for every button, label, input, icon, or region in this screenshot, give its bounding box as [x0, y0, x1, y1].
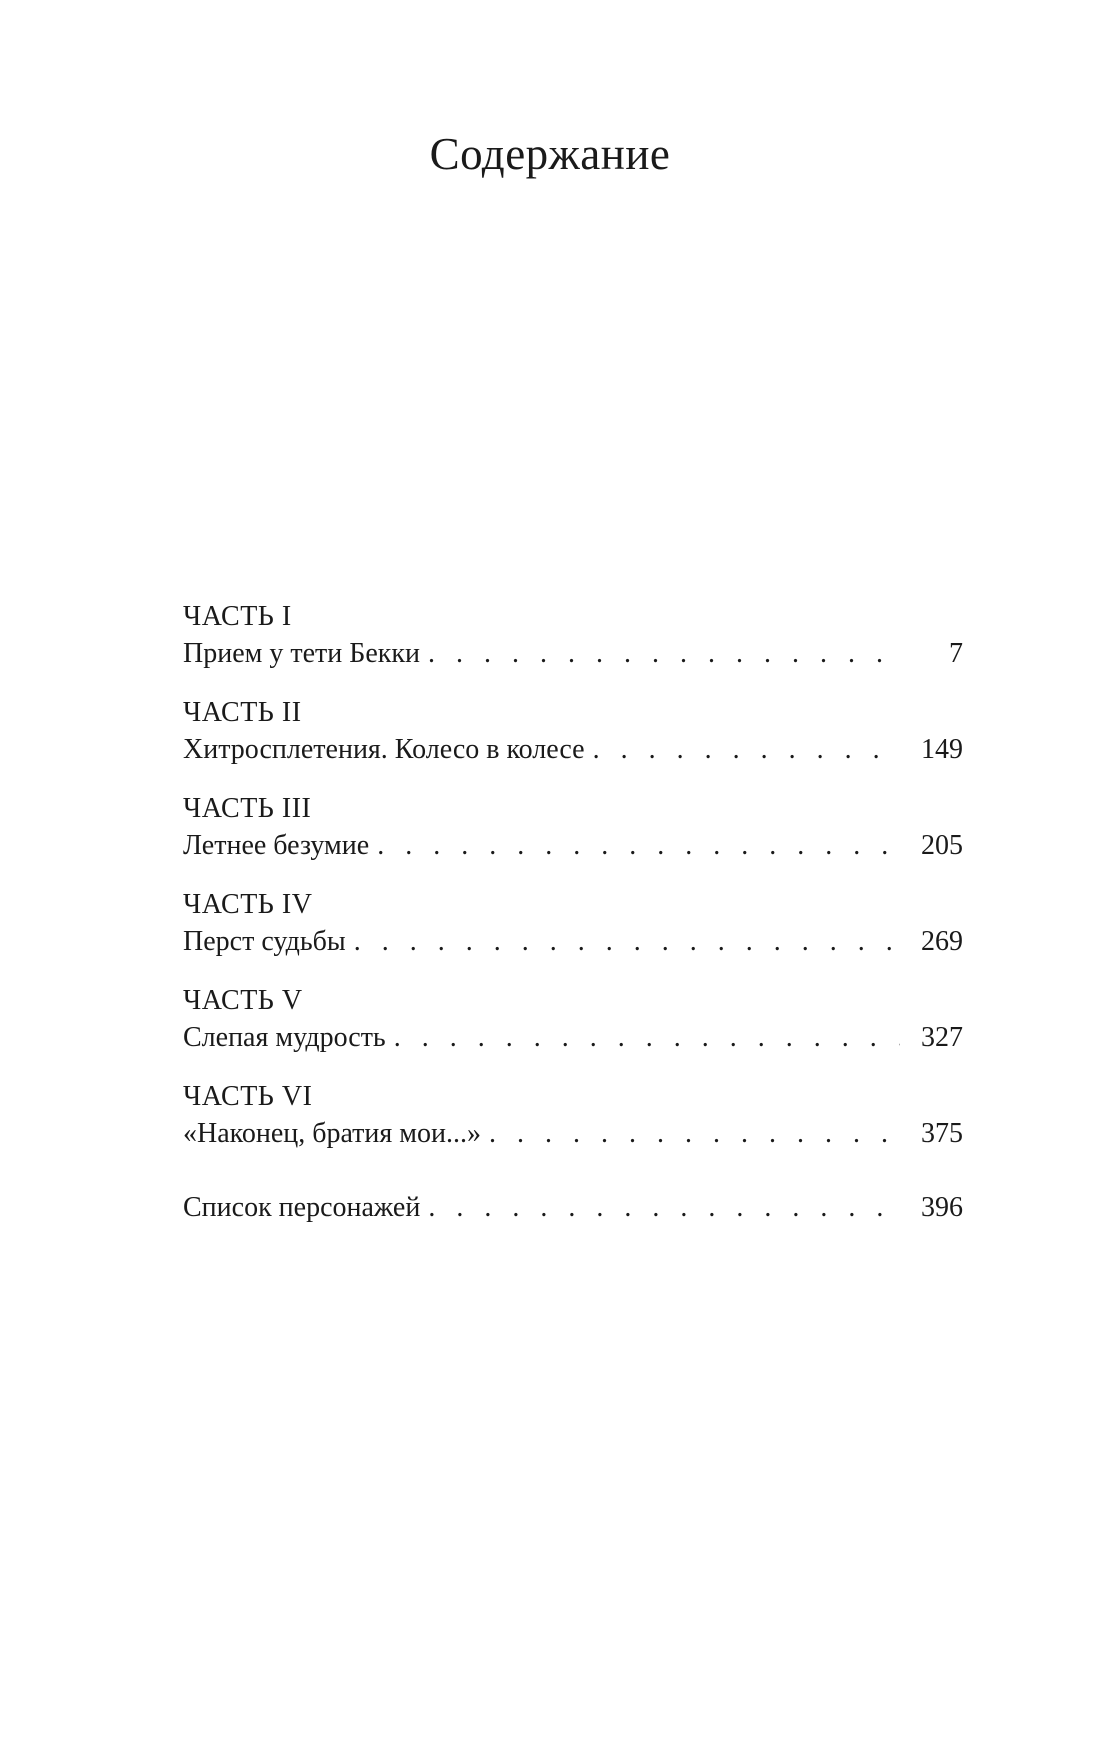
- dot-leader: [377, 827, 900, 865]
- entry-title: Слепая мудрость: [183, 1022, 386, 1053]
- entry-page-number: 396: [921, 1192, 963, 1223]
- part-label: ЧАСТЬ III: [183, 793, 312, 824]
- toc-part-2: [183, 694, 963, 769]
- part-label: ЧАСТЬ IV: [183, 889, 313, 920]
- dot-leader: [428, 1189, 900, 1227]
- entry-title: Прием у тети Бекки: [183, 638, 420, 669]
- toc-part-4: [183, 886, 963, 961]
- dot-leader: [428, 635, 900, 673]
- entry-title: Летнее безумие: [183, 830, 370, 861]
- page-title: Содержание: [429, 129, 671, 179]
- dot-leader: [354, 923, 900, 961]
- toc-part-6: [183, 1078, 963, 1153]
- dot-leader: [489, 1115, 900, 1153]
- entry-page-number: 205: [921, 830, 963, 861]
- entry-page-number: 375: [921, 1118, 963, 1149]
- toc-entry[interactable]: [183, 827, 963, 865]
- entry-page-number: 269: [921, 926, 963, 957]
- toc-entry[interactable]: [183, 1115, 963, 1153]
- toc-part-1: [183, 598, 963, 673]
- table-of-contents: [183, 598, 963, 1227]
- toc-entry[interactable]: [183, 923, 963, 961]
- entry-page-number: 327: [921, 1022, 963, 1053]
- part-label: ЧАСТЬ I: [183, 601, 292, 632]
- toc-entry[interactable]: [183, 731, 963, 769]
- entry-page-number: 7: [949, 638, 963, 669]
- entry-title: Перст судьбы: [183, 926, 346, 957]
- toc-entry-characters[interactable]: [183, 1189, 963, 1227]
- dot-leader: [394, 1019, 900, 1057]
- toc-entry[interactable]: [183, 1019, 963, 1057]
- part-label: ЧАСТЬ VI: [183, 1081, 313, 1112]
- dot-leader: [593, 731, 900, 769]
- entry-title: Список персонажей: [183, 1192, 421, 1223]
- part-label: ЧАСТЬ II: [183, 697, 302, 728]
- part-label: ЧАСТЬ V: [183, 985, 303, 1016]
- toc-part-3: [183, 790, 963, 865]
- toc-entry[interactable]: [183, 635, 963, 673]
- entry-title: Хитросплетения. Колесо в колесе: [183, 734, 585, 765]
- entry-title: «Наконец, братия мои...»: [183, 1118, 481, 1149]
- toc-part-5: [183, 982, 963, 1057]
- entry-page-number: 149: [921, 734, 963, 765]
